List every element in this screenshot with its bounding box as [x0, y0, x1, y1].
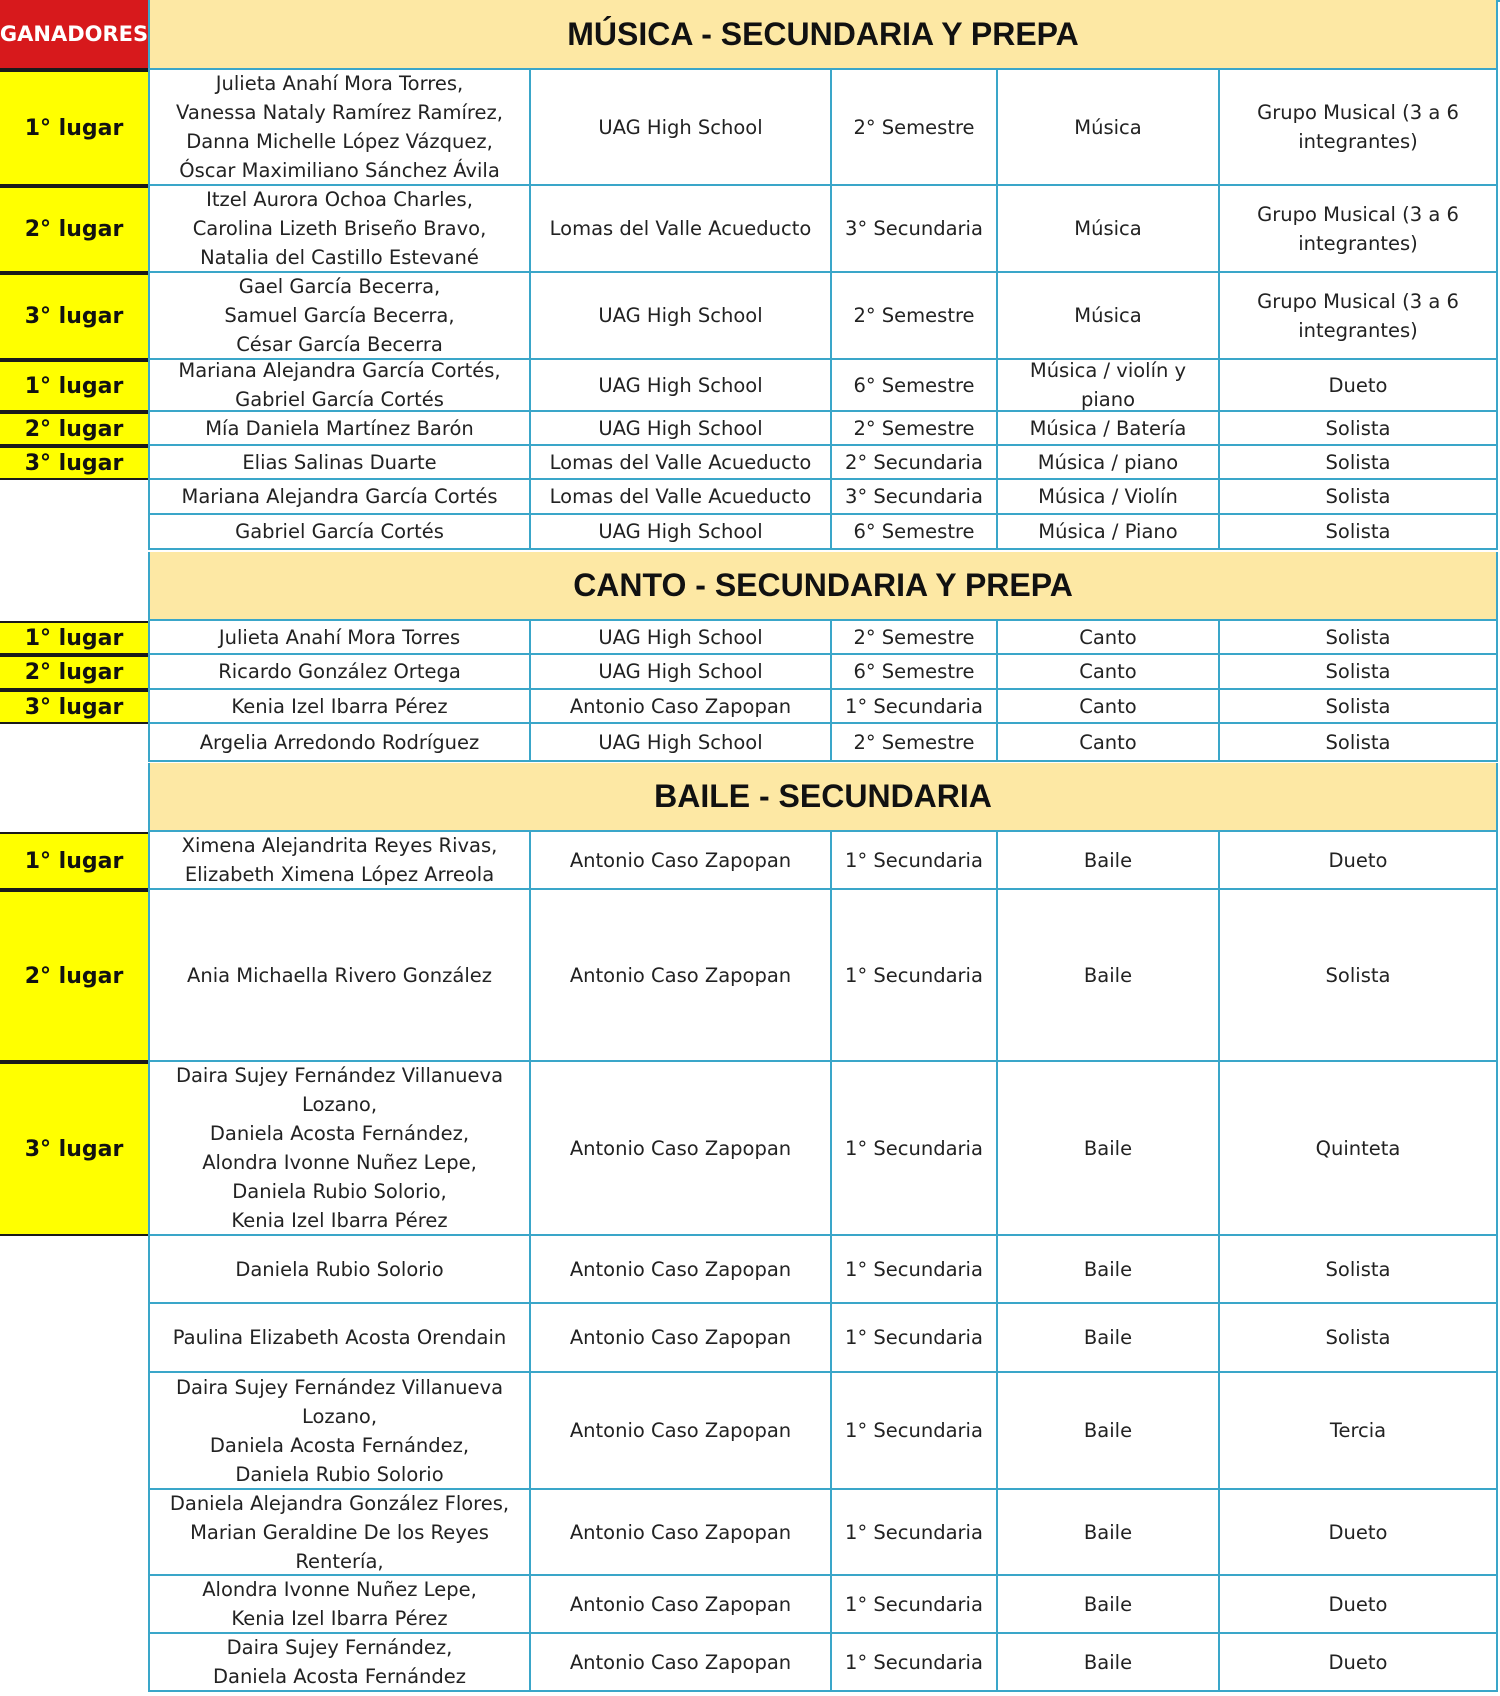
ganadores-header: GANADORES	[0, 0, 148, 70]
school-name: Antonio Caso Zapopan	[531, 1634, 832, 1692]
participant-names: Elias Salinas Duarte	[148, 446, 531, 480]
participant-names: Daniela Alejandra González Flores, Marian Geraldine De los Reyes Rentería,	[148, 1490, 531, 1576]
modality: Solista	[1220, 690, 1498, 724]
modality: Solista	[1220, 724, 1498, 762]
category: Música / Violín	[998, 480, 1220, 515]
grade-level: 1° Secundaria	[832, 1236, 998, 1304]
place-badge: 3° lugar	[0, 690, 148, 724]
category: Música / piano	[998, 446, 1220, 480]
participant-names: Daniela Rubio Solorio	[148, 1236, 531, 1304]
grade-level: 1° Secundaria	[832, 1576, 998, 1634]
category: Baile	[998, 1062, 1220, 1236]
table-row	[0, 480, 1500, 515]
modality: Solista	[1220, 412, 1498, 446]
modality: Quinteta	[1220, 1062, 1498, 1236]
participant-names: Ricardo González Ortega	[148, 655, 531, 690]
grade-level: 1° Secundaria	[832, 1490, 998, 1576]
table-row	[0, 515, 1500, 550]
grade-level: 6° Semestre	[832, 515, 998, 550]
place-badge: 3° lugar	[0, 446, 148, 480]
participant-names: Paulina Elizabeth Acosta Orendain	[148, 1304, 531, 1373]
participant-names: Alondra Ivonne Nuñez Lepe, Kenia Izel Ibarra Pérez	[148, 1576, 531, 1634]
table-row	[0, 832, 1500, 890]
modality: Solista	[1220, 515, 1498, 550]
table-row	[0, 1576, 1500, 1634]
school-name: UAG High School	[531, 70, 832, 186]
participant-names: Mariana Alejandra García Cortés	[148, 480, 531, 515]
school-name: Antonio Caso Zapopan	[531, 1304, 832, 1373]
table-row	[0, 360, 1500, 412]
grade-level: 2° Semestre	[832, 273, 998, 360]
category: Música / violín y piano	[998, 360, 1220, 412]
place-badge: 1° lugar	[0, 621, 148, 655]
place-badge: 2° lugar	[0, 655, 148, 690]
category: Canto	[998, 690, 1220, 724]
participant-names: Daira Sujey Fernández, Daniela Acosta Fernández	[148, 1634, 531, 1692]
modality: Grupo Musical (3 a 6 integrantes)	[1220, 186, 1498, 273]
place-badge: 1° lugar	[0, 832, 148, 890]
grade-level: 1° Secundaria	[832, 832, 998, 890]
modality: Solista	[1220, 480, 1498, 515]
school-name: UAG High School	[531, 412, 832, 446]
grade-level: 2° Semestre	[832, 621, 998, 655]
section-title: MÚSICA - SECUNDARIA Y PREPA	[148, 0, 1498, 70]
table-row	[0, 890, 1500, 1062]
participant-names: Gabriel García Cortés	[148, 515, 531, 550]
modality: Tercia	[1220, 1373, 1498, 1490]
table-row	[0, 724, 1500, 762]
grade-level: 2° Secundaria	[832, 446, 998, 480]
grade-level: 3° Secundaria	[832, 480, 998, 515]
school-name: Antonio Caso Zapopan	[531, 1576, 832, 1634]
grade-level: 1° Secundaria	[832, 690, 998, 724]
table-row	[0, 1490, 1500, 1576]
place-badge: 2° lugar	[0, 186, 148, 273]
category: Baile	[998, 1304, 1220, 1373]
modality: Solista	[1220, 1236, 1498, 1304]
participant-names: Gael García Becerra, Samuel García Becerra, César García Becerra	[148, 273, 531, 360]
table-row	[0, 70, 1500, 186]
participant-names: Itzel Aurora Ochoa Charles, Carolina Lizeth Briseño Bravo, Natalia del Castillo Estevané	[148, 186, 531, 273]
modality: Dueto	[1220, 832, 1498, 890]
category: Música / Batería	[998, 412, 1220, 446]
school-name: Antonio Caso Zapopan	[531, 832, 832, 890]
school-name: Antonio Caso Zapopan	[531, 1490, 832, 1576]
category: Música	[998, 70, 1220, 186]
participant-names: Julieta Anahí Mora Torres, Vanessa Nataly Ramírez Ramírez, Danna Michelle López Vázquez, Óscar Maximiliano Sánchez Ávila	[148, 70, 531, 186]
grade-level: 1° Secundaria	[832, 890, 998, 1062]
category: Baile	[998, 1576, 1220, 1634]
school-name: UAG High School	[531, 273, 832, 360]
modality: Solista	[1220, 1304, 1498, 1373]
school-name: Antonio Caso Zapopan	[531, 1236, 832, 1304]
modality: Dueto	[1220, 1490, 1498, 1576]
category: Baile	[998, 1373, 1220, 1490]
category: Música / Piano	[998, 515, 1220, 550]
participant-names: Argelia Arredondo Rodríguez	[148, 724, 531, 762]
modality: Dueto	[1220, 360, 1498, 412]
place-badge: 2° lugar	[0, 890, 148, 1062]
category: Baile	[998, 1236, 1220, 1304]
school-name: UAG High School	[531, 621, 832, 655]
modality: Grupo Musical (3 a 6 integrantes)	[1220, 273, 1498, 360]
modality: Solista	[1220, 621, 1498, 655]
category: Canto	[998, 621, 1220, 655]
grade-level: 1° Secundaria	[832, 1304, 998, 1373]
grade-level: 1° Secundaria	[832, 1062, 998, 1236]
section-title: CANTO - SECUNDARIA Y PREPA	[148, 552, 1498, 621]
modality: Grupo Musical (3 a 6 integrantes)	[1220, 70, 1498, 186]
grade-level: 1° Secundaria	[832, 1634, 998, 1692]
school-name: Antonio Caso Zapopan	[531, 1062, 832, 1236]
grade-level: 2° Semestre	[832, 412, 998, 446]
participant-names: Kenia Izel Ibarra Pérez	[148, 690, 531, 724]
participant-names: Ania Michaella Rivero González	[148, 890, 531, 1062]
grade-level: 3° Secundaria	[832, 186, 998, 273]
grade-level: 6° Semestre	[832, 360, 998, 412]
school-name: Antonio Caso Zapopan	[531, 690, 832, 724]
school-name: UAG High School	[531, 724, 832, 762]
school-name: UAG High School	[531, 360, 832, 412]
school-name: Antonio Caso Zapopan	[531, 890, 832, 1062]
table-row	[0, 273, 1500, 360]
participant-names: Daira Sujey Fernández Villanueva Lozano, Daniela Acosta Fernández, Daniela Rubio Solorio	[148, 1373, 531, 1490]
participant-names: Daira Sujey Fernández Villanueva Lozano, Daniela Acosta Fernández, Alondra Ivonne Nuñez Lepe, Daniela Rubio Solorio, Kenia Izel Ibarra Pérez	[148, 1062, 531, 1236]
school-name: Lomas del Valle Acueducto	[531, 446, 832, 480]
participant-names: Ximena Alejandrita Reyes Rivas, Elizabeth Ximena López Arreola	[148, 832, 531, 890]
table-row	[0, 621, 1500, 655]
table-row	[0, 690, 1500, 724]
table-row	[0, 1062, 1500, 1236]
table-row	[0, 655, 1500, 690]
grade-level: 2° Semestre	[832, 724, 998, 762]
category: Canto	[998, 655, 1220, 690]
table-row	[0, 186, 1500, 273]
school-name: Lomas del Valle Acueducto	[531, 480, 832, 515]
category: Baile	[998, 832, 1220, 890]
category: Baile	[998, 1634, 1220, 1692]
school-name: UAG High School	[531, 515, 832, 550]
table-row	[0, 1304, 1500, 1373]
participant-names: Mariana Alejandra García Cortés, Gabriel García Cortés	[148, 360, 531, 412]
section-title: BAILE - SECUNDARIA	[148, 763, 1498, 832]
category: Música	[998, 186, 1220, 273]
table-row	[0, 1373, 1500, 1490]
grade-level: 1° Secundaria	[832, 1373, 998, 1490]
place-badge: 1° lugar	[0, 360, 148, 412]
modality: Dueto	[1220, 1576, 1498, 1634]
table-row	[0, 446, 1500, 480]
grade-level: 2° Semestre	[832, 70, 998, 186]
place-badge: 1° lugar	[0, 70, 148, 186]
table-row	[0, 1236, 1500, 1304]
category: Canto	[998, 724, 1220, 762]
place-badge: 3° lugar	[0, 273, 148, 360]
category: Baile	[998, 890, 1220, 1062]
modality: Dueto	[1220, 1634, 1498, 1692]
category: Baile	[998, 1490, 1220, 1576]
modality: Solista	[1220, 890, 1498, 1062]
table-row	[0, 1634, 1500, 1692]
table-row	[0, 412, 1500, 446]
participant-names: Julieta Anahí Mora Torres	[148, 621, 531, 655]
category: Música	[998, 273, 1220, 360]
modality: Solista	[1220, 446, 1498, 480]
school-name: Lomas del Valle Acueducto	[531, 186, 832, 273]
participant-names: Mía Daniela Martínez Barón	[148, 412, 531, 446]
school-name: Antonio Caso Zapopan	[531, 1373, 832, 1490]
grade-level: 6° Semestre	[832, 655, 998, 690]
place-badge: 3° lugar	[0, 1062, 148, 1236]
modality: Solista	[1220, 655, 1498, 690]
place-badge: 2° lugar	[0, 412, 148, 446]
school-name: UAG High School	[531, 655, 832, 690]
